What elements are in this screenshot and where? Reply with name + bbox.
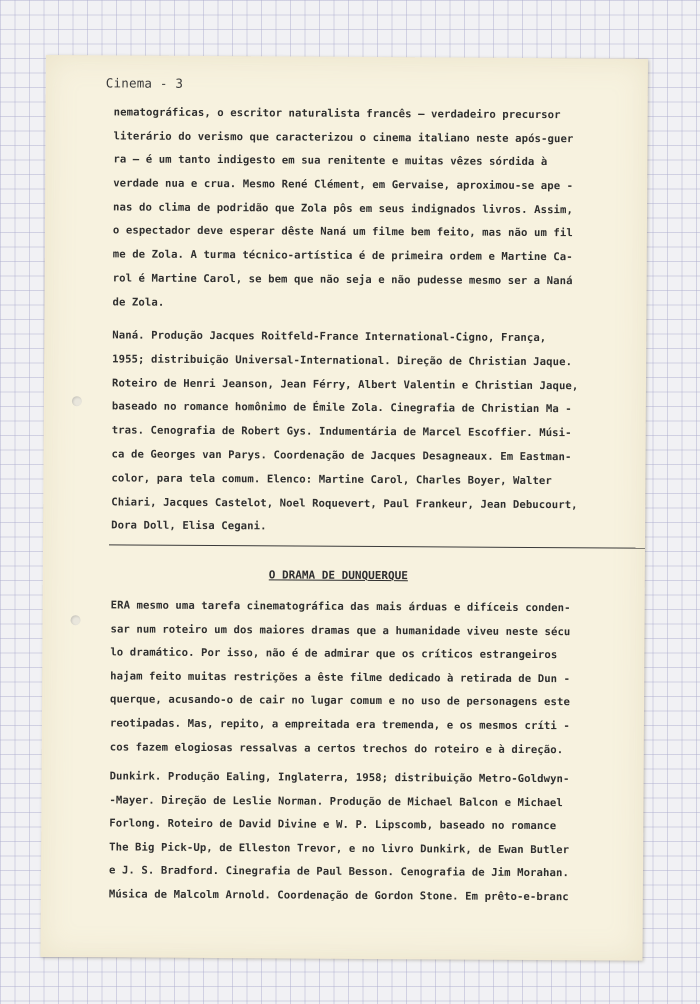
punch-hole	[72, 396, 82, 406]
text-line: baseado no romance homônimo de Émile Zola. Cinegrafia de Christian Ma -	[111, 400, 572, 416]
text-line: color, para tela comum. Elenco: Martine Carol, Charles Boyer, Walter	[111, 472, 552, 487]
text-line: ra — é um tanto indigesto em sua renitente e muitas vêzes sórdida à	[113, 153, 548, 169]
text-line: -Mayer. Direção de Leslie Norman. Produção de Michael Balcon e Michael	[109, 793, 563, 809]
typewritten-page	[40, 55, 647, 961]
text-line: de Zola.	[112, 295, 165, 309]
punch-hole	[71, 615, 81, 625]
paragraph-dunkirk-review	[110, 594, 631, 762]
text-line: ca de Georges van Parys. Coordenação de Jacques Desagneaux. Em Eastman-	[111, 448, 572, 464]
text-line: reotipadas. Mas, repito, a empreitada era tremenda, e os mesmos críti -	[109, 717, 570, 733]
text-line: lo dramático. Por isso, não é de admirar que os críticos estrangeiros	[110, 646, 558, 662]
text-line: querque, acusando-o de cair no lugar comum e no uso de personagens este	[110, 693, 571, 709]
section-title: O DRAMA DE DUNQUERQUE	[268, 568, 408, 583]
paragraph-nana-review	[112, 101, 633, 317]
credits-nana	[111, 324, 632, 541]
text-line: me de Zola. A turma técnico-artística é de primeira ordem e Martine Ca-	[112, 248, 573, 264]
text-line: Dunkirk. Produção Ealing, Inglaterra, 1958; distribuição Metro-Goldwyn-	[109, 770, 570, 786]
text-line: Roteiro de Henri Jeanson, Jean Férry, Albert Valentin e Christian Jaque,	[111, 377, 579, 392]
text-line: sar num roteiro um dos maiores dramas que a humanidade viveu neste sécu	[110, 622, 571, 638]
text-line: rol é Martine Carol, se bem que não seja e não pudesse mesmo ser a Naná	[112, 272, 573, 288]
page-header: Cinema - 3	[105, 75, 184, 91]
text-line: Chiari, Jacques Castelot, Noel Roquevert, Paul Frankeur, Jean Debucourt,	[111, 495, 578, 511]
text-line: literário do verismo que caracterizou o cinema italiano neste após-guer	[113, 130, 574, 145]
text-line: Naná. Produção Jacques Roitfeld-France International-Cigno, França,	[112, 329, 547, 345]
text-line: tras. Cenografia de Robert Gys. Indumentária de Marcel Escoffier. Músi-	[111, 424, 572, 440]
text-line: Música de Malcolm Arnold. Coordenação de Gordon Stone. Em prêto-e-branc	[108, 888, 569, 904]
text-line: nas do clima de podridão que Zola pôs em seus indignados livros. Assim,	[113, 201, 574, 216]
text-line: The Big Pick-Up, de Elleston Trevor, e no livro Dunkirk, de Ewan Butler	[109, 841, 570, 856]
text-line: Dora Doll, Elisa Cegani.	[111, 519, 267, 533]
text-line: o espectador deve esperar dêste Naná um filme bem feito, mas não um fil	[112, 224, 573, 240]
credits-dunkirk	[109, 765, 630, 910]
text-line: e J. S. Bradford. Cinegrafia de Paul Besson. Cenografia de Jim Morahan.	[108, 864, 569, 880]
text-line: ERA mesmo uma tarefa cinematográfica das mais árduas e difíceis conden-	[110, 599, 571, 615]
text-line: 1955; distribuição Universal-International. Direção de Christian Jaque.	[112, 353, 573, 369]
text-line: nematográficas, o escritor naturalista francês — verdadeiro precursor	[113, 106, 561, 122]
section-divider	[109, 544, 648, 548]
text-line: cos fazem elogiosas ressalvas a certos trechos do roteiro e à direção.	[109, 740, 564, 756]
text-line: verdade nua e crua. Mesmo René Clément, em Gervaise, aproximou-se ape -	[113, 177, 574, 193]
text-line: Forlong. Roteiro de David Divine e W. P. Lipscomb, baseado no romance	[109, 817, 557, 833]
text-line: hajam feito muitas restrições a êste filme dedicado à retirada de Dun -	[110, 670, 571, 685]
